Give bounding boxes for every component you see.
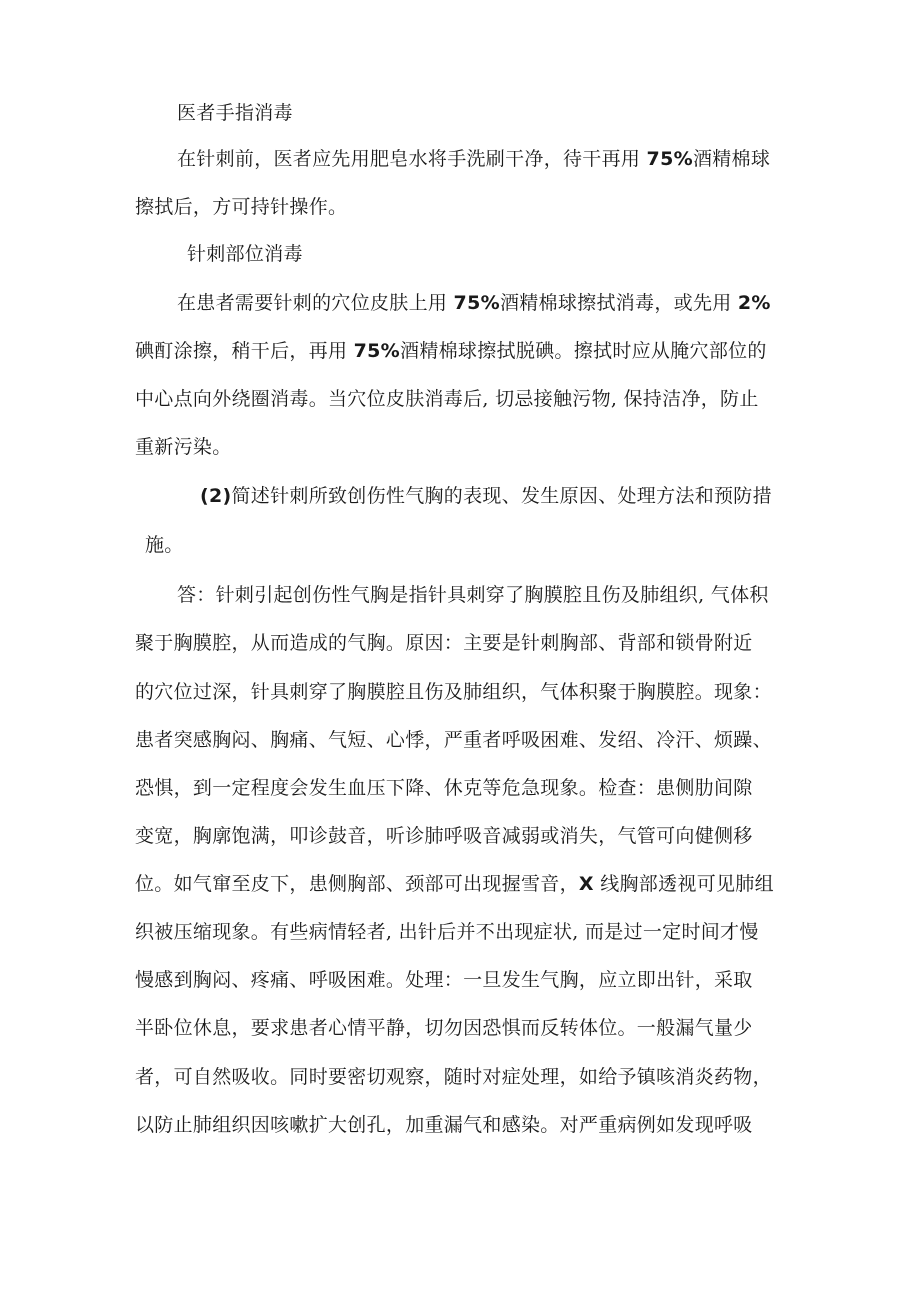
text-line: 中心点向外绕圈消毒。当穴位皮肤消毒后, 切忌接触污物, 保持洁净，防止: [135, 388, 759, 410]
text-line: 擦拭后，方可持针操作。: [135, 196, 348, 218]
text-line: 施。: [145, 534, 184, 556]
text-line: 的穴位过深，针具刺穿了胸膜腔且伤及肺组织，气体积聚于胸膜腔。现象：: [135, 681, 772, 703]
text-line: 碘酊涂擦，稍干后，再用 75%酒精棉球擦拭脱碘。擦拭时应从腌穴部位的: [135, 340, 767, 362]
text-line: 变宽，胸廓饱满，叩诊鼓音，听诊肺呼吸音减弱或消失，气管可向健侧移: [135, 825, 753, 847]
text-line: 慢感到胸闷、疼痛、呼吸困难。处理：一旦发生气胸，应立即出针，采取: [135, 969, 753, 991]
text-line: 在患者需要针刺的穴位皮肤上用 75%酒精棉球擦拭消毒，或先用 2%: [177, 292, 771, 314]
text-line: 聚于胸膜腔，从而造成的气胸。原因：主要是针刺胸部、背部和锁骨附近: [135, 632, 753, 654]
text-line: 者，可自然吸收。同时要密切观察，随时对症处理，如给予镇咳消炎药物，: [135, 1066, 772, 1088]
text-line: 答：针刺引起创伤性气胸是指针具刺穿了胸膜腔且伤及肺组织, 气体积: [177, 584, 769, 606]
text-line: 在针刺前，医者应先用肥皂水将手洗刷干净，待干再用 75%酒精棉球: [177, 148, 771, 170]
text-line: 重新污染。: [135, 436, 232, 458]
heading-finger-disinfection: 医者手指消毒: [177, 102, 293, 124]
text-line: 位。如气窜至皮下，患侧胸部、颈部可出现握雪音，X 线胸部透视可见肺组: [135, 873, 774, 895]
text-line: 半卧位休息，要求患者心情平静，切勿因恐惧而反转体位。一般漏气量少: [135, 1017, 753, 1039]
text-line: 恐惧，到一定程度会发生血压下降、休克等危急现象。检查：患侧肋间隙: [135, 777, 753, 799]
text-line: (2)简述针刺所致创伤性气胸的表现、发生原因、处理方法和预防措: [200, 485, 772, 507]
text-line: 织被压缩现象。有些病情轻者, 出针后并不出现症状, 而是过一定时间才慢: [135, 921, 759, 943]
heading-site-disinfection: 针刺部位消毒: [187, 243, 303, 265]
text-line: 患者突感胸闷、胸痛、气短、心悸，严重者呼吸困难、发绍、冷汗、烦躁、: [135, 729, 772, 751]
text-line: 以防止肺组织因咳嗽扩大创孔，加重漏气和感染。对严重病例如发现呼吸: [135, 1114, 753, 1136]
